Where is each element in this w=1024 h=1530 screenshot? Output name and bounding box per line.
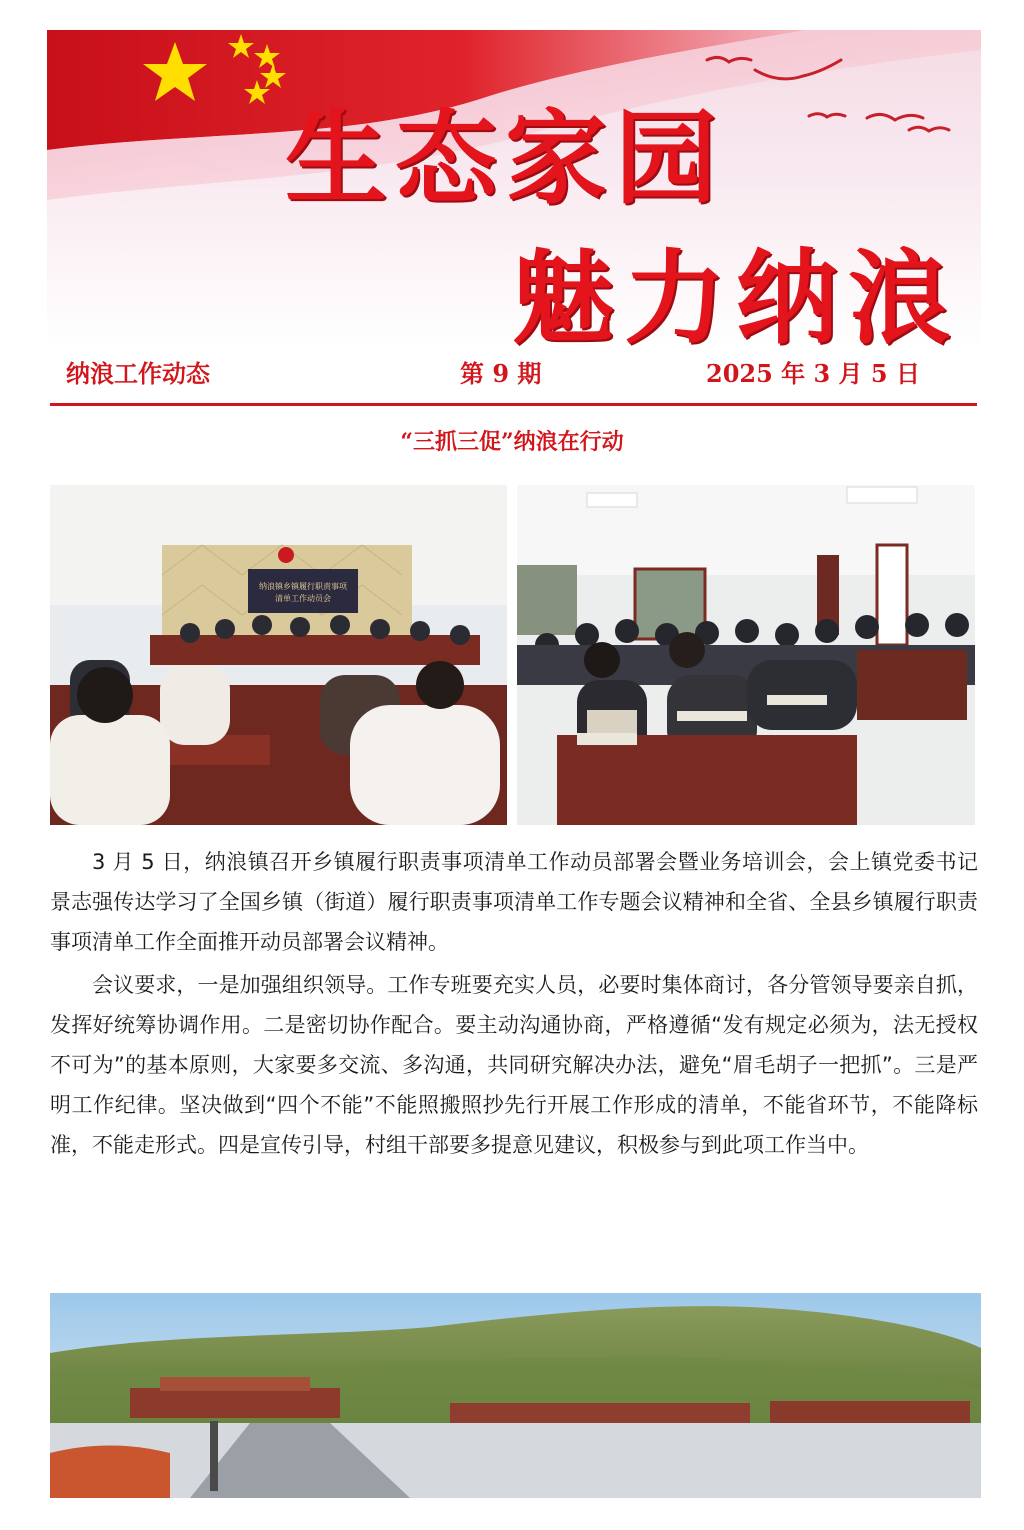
column-name: 纳浪工作动态 [66,359,210,388]
issue-number: 第 9 期 [460,359,542,388]
article-paragraph-2: 会议要求，一是加强组织领导。工作专班要充实人员，必要时集体商讨，各分管领导要亲自抓，发挥好统筹协调作用。二是密切协作配合。要主动沟通协商，严格遵循“发有规定必须为，法无授权不可为”的基本原则，大家要多交流、多沟通，共同研究解决办法，避免“眉毛胡子一把抓”。三是严明工作纪律。坚决做到“四个不能”不能照搬照抄先行开展工作形成的清单，不能省环节，不能降标准，不能走形式。四是宣传引导，村组干部要多提意见建议，积极参与到此项工作当中。 [50,973,978,1157]
screen-text-line2: 清单工作动员会 [275,594,331,603]
divider-rule [50,403,977,406]
banner-title-line2: 魅力纳浪 [512,239,960,348]
landscape-photo [50,1293,981,1498]
headline: “三抓三促”纳浪在行动 [400,429,624,455]
newsletter-banner [47,30,981,348]
article-paragraph-1: 3 月 5 日，纳浪镇召开乡镇履行职责事项清单工作动员部署会暨业务培训会，会上镇党委书记景志强传达学习了全国乡镇（街道）履行职责事项清单工作专题会议精神和全省、全县乡镇履行职责事项清单工作全面推开动员部署会议精神。 [50,850,978,954]
issue-date: 2025 年 3 月 5 日 [706,359,920,388]
banner-title-line1: 生态家园 [285,99,725,219]
meeting-photo-right [517,485,975,825]
meeting-photo-left [50,485,507,825]
screen-text-line1: 纳浪镇乡镇履行职责事项 [259,582,347,591]
article-body [50,842,978,1168]
